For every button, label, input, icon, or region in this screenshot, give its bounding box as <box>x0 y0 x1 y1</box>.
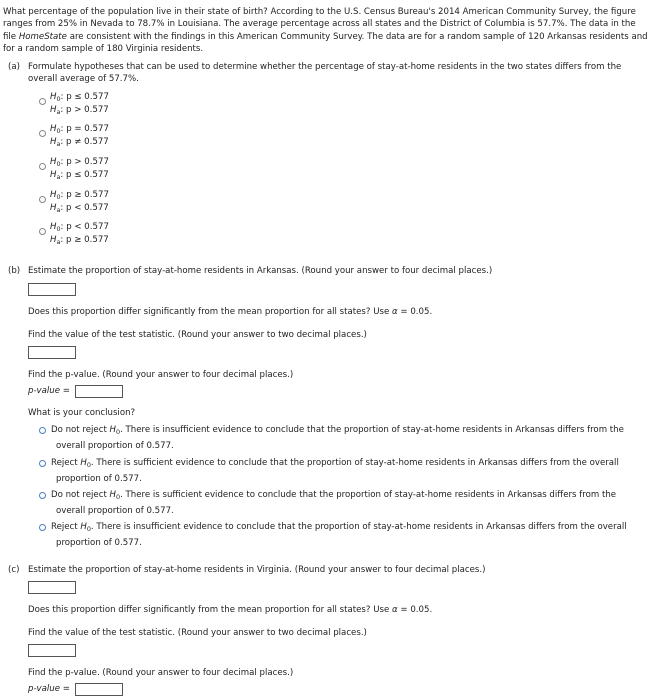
part-b-conclusion-question: What is your conclusion? <box>28 408 136 418</box>
part-c-estimate-question: Estimate the proportion of stay-at-home residents in Virginia. (Round your answer to four decimal places.) <box>28 565 486 575</box>
hypothesis-option: $H_0$: p = 0.577 $H_a$: p ≠ 0.577 <box>50 124 109 148</box>
part-c-test-stat-question: Find the value of the test statistic. (Round your answer to two decimal places.) <box>28 628 367 638</box>
virginia-test-statistic-input[interactable] <box>28 644 76 657</box>
hypothesis-option: $H_0$: p ≥ 0.577 $H_a$: p < 0.577 <box>50 190 109 214</box>
intro-text: What percentage of the population live in their state of birth? According to the U.S. Census Bureau's 2014 American Community Survey, the figure ranges from 25% in Nevada to 78.7% in Louisiana. The average percentage across all states and the District of Columbia is 57.7%. The data in the file <box>3 7 636 42</box>
part-b-test-stat-question: Find the value of the test statistic. (Round your answer to two decimal places.) <box>28 330 367 340</box>
problem-intro <box>3 6 649 56</box>
intro-text-end: are consistent with the findings in this American Community Survey. The data are for a random sample of 120 Arkansas residents and for a random sample of 180 Virginia residents. <box>3 31 648 55</box>
part-a-label: (a) <box>8 62 20 72</box>
virginia-pvalue-input[interactable] <box>75 683 123 696</box>
conclusion-option: Do not reject $H_0$. There is sufficient evidence to conclude that the proportion of stay-at-home residents in Arkansas differs from the overall proportion of 0.577. <box>51 490 617 516</box>
hypothesis-option-radio[interactable] <box>39 228 46 235</box>
conclusion-option-radio[interactable] <box>39 427 46 434</box>
intro-file-name: HomeState <box>18 31 67 42</box>
arkansas-test-statistic-input[interactable] <box>28 346 76 359</box>
part-c-label: (c) <box>8 565 20 575</box>
part-c-differ-question: Does this proportion differ significantly from the mean proportion for all states? Use α = 0.05. <box>28 605 433 615</box>
conclusion-option: Reject $H_0$. There is insufficient evidence to conclude that the proportion of stay-at-home residents in Arkansas differs from the overall proportion of 0.577. <box>51 522 627 548</box>
hypothesis-option-radio[interactable] <box>39 98 46 105</box>
conclusion-option-radio[interactable] <box>39 524 46 531</box>
hypothesis-option-radio[interactable] <box>39 196 46 203</box>
arkansas-proportion-input[interactable] <box>28 283 76 296</box>
part-b-pvalue-label: p-value = <box>28 386 70 396</box>
conclusion-option-radio[interactable] <box>39 460 46 467</box>
part-b-label: (b) <box>8 266 21 276</box>
hypothesis-option: $H_0$: p > 0.577 $H_a$: p ≤ 0.577 <box>50 157 109 181</box>
part-b-find-pvalue: Find the p-value. (Round your answer to four decimal places.) <box>28 370 294 380</box>
virginia-proportion-input[interactable] <box>28 581 76 594</box>
hypothesis-option-radio[interactable] <box>39 163 46 170</box>
conclusion-option: Reject $H_0$. There is sufficient evidence to conclude that the proportion of stay-at-home residents in Arkansas differs from the overall proportion of 0.577. <box>51 458 619 484</box>
part-c-find-pvalue: Find the p-value. (Round your answer to four decimal places.) <box>28 668 294 678</box>
hypothesis-option: $H_0$: p ≤ 0.577 $H_a$: p > 0.577 <box>50 92 109 116</box>
arkansas-pvalue-input[interactable] <box>75 385 123 398</box>
part-a-question-line2: overall average of 57.7%. <box>28 74 139 84</box>
conclusion-option: Do not reject $H_0$. There is insufficient evidence to conclude that the proportion of stay-at-home residents in Arkansas differs from the overall proportion of 0.577. <box>51 425 624 451</box>
part-b-estimate-question: Estimate the proportion of stay-at-home residents in Arkansas. (Round your answer to four decimal places.) <box>28 266 493 276</box>
hypothesis-option: $H_0$: p < 0.577 $H_a$: p ≥ 0.577 <box>50 222 109 246</box>
part-b-differ-question: Does this proportion differ significantly from the mean proportion for all states? Use α = 0.05. <box>28 307 433 317</box>
part-c-pvalue-label: p-value = <box>28 684 70 694</box>
hypothesis-option-radio[interactable] <box>39 130 46 137</box>
part-a-question-line1: Formulate hypotheses that can be used to determine whether the percentage of stay-at-home residents in the two states differs from the <box>28 62 622 72</box>
conclusion-option-radio[interactable] <box>39 492 46 499</box>
